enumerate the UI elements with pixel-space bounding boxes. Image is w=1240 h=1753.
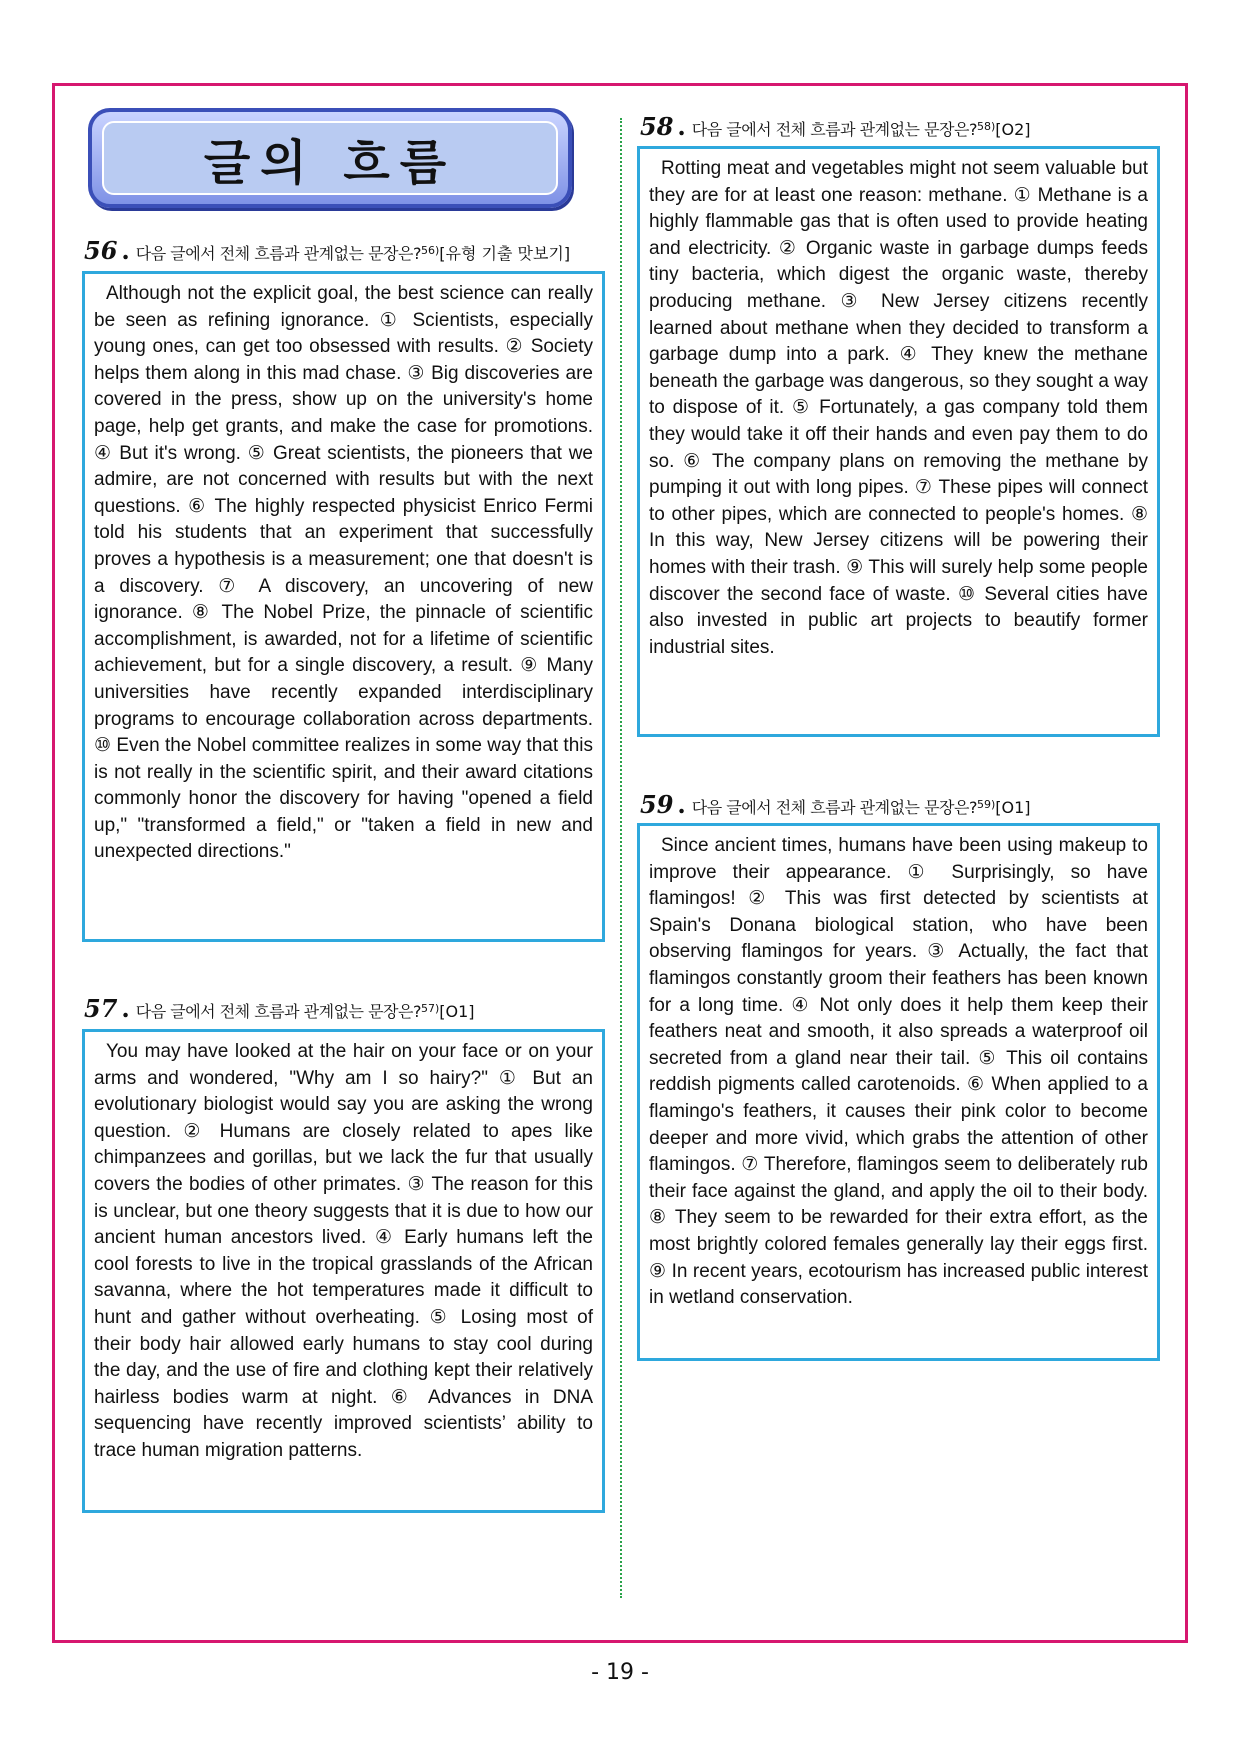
question-tag: [O2] xyxy=(995,120,1031,139)
question-prompt: 다음 글에서 전체 흐름과 관계없는 문장은? xyxy=(135,244,421,263)
question-58-passage: Rotting meat and vegetables might not seem valuable but they are for at least one reason: methane. ① Methane is a highly flammable gas that is often used to provide heating and electricity. ② Organic waste in garbage dumps feeds tiny bacteria, which digest the organic waste, thereby producing methane. ③ New Jersey citizens recently learned about methane when they decided to transform a garbage dump into a park. ④ They knew the methane beneath the garbage was dangerous, so they sought a way to dispose of it. ⑤ Fortunately, a gas company told them they would take it off their hands and even pay them to do so. ⑥ The company plans on removing the methane by pumping it out with long pipes. ⑦ These pipes will connect to other pipes, which are connected to people's homes. ⑧ In this way, New Jersey citizens will be powering their homes with their trash. ⑨ This will surely help some people discover the second face of waste. ⑩ Several cities have also invested in public art projects to beautify former industrial sites. xyxy=(637,146,1160,737)
question-58-heading xyxy=(640,112,1031,141)
section-title-inner xyxy=(102,121,558,195)
question-59-heading xyxy=(640,790,1031,819)
column-divider xyxy=(620,118,622,1598)
question-prompt: 다음 글에서 전체 흐름과 관계없는 문장은? xyxy=(135,1002,421,1021)
question-number-dot: . xyxy=(677,112,686,141)
question-tag: [유형 기출 맛보기] xyxy=(439,244,571,263)
question-ref: 59) xyxy=(976,798,996,811)
question-number-dot: . xyxy=(121,994,130,1023)
question-number: 56 xyxy=(84,236,118,265)
question-prompt: 다음 글에서 전체 흐름과 관계없는 문장은? xyxy=(691,120,977,139)
question-56-passage: Although not the explicit goal, the best science can really be seen as refining ignorance. ① Scientists, especially young ones, can get too obsessed with results. ② Society helps them along in this mad chase. ③ Big discoveries are covered in the press, show up on the university's home page, help get grants, and make the case for promotions. ④ But it's wrong. ⑤ Great scientists, the pioneers that we admire, are not concerned with results but with the next questions. ⑥ The highly respected physicist Enrico Fermi told his students that an experiment that successfully proves a hypothesis is a measurement; one that doesn't is a discovery. ⑦ A discovery, an uncovering of new ignorance. ⑧ The Nobel Prize, the pinnacle of scientific accomplishment, is awarded, not for a lifetime of scientific achievement, but for a single discovery, a result. ⑨ Many universities have recently expanded interdisciplinary programs to encourage collaboration across departments. ⑩ Even the Nobel committee realizes in some way that this is not really in the scientific spirit, and their award citations commonly honor the discovery for having "opened a field up," "transformed a field," or "taken a field in new and unexpected directions." xyxy=(82,271,605,942)
question-56-heading xyxy=(84,236,571,265)
question-57-heading xyxy=(84,994,475,1023)
question-prompt: 다음 글에서 전체 흐름과 관계없는 문장은? xyxy=(691,798,977,817)
question-number-dot: . xyxy=(677,790,686,819)
page-number: - 19 - xyxy=(591,1660,649,1685)
question-57-passage: You may have looked at the hair on your face or on your arms and wondered, "Why am I so hairy?" ① But an evolutionary biologist would say you are asking the wrong question. ② Humans are closely related to apes like chimpanzees and gorillas, but we lack the fur that usually covers the bodies of other primates. ③ The reason for this is unclear, but one theory suggests that it is due to how our ancient human ancestors lived. ④ Early humans left the cool forests to live in the tropical grasslands of the African savanna, where the hot temperatures made it difficult to hunt and gather without overheating. ⑤ Losing most of their body hair allowed early humans to stay cool during the day, and the use of fire and clothing kept their relatively hairless bodies warm at night. ⑥ Advances in DNA sequencing have recently improved scientists’ ability to trace human migration patterns. xyxy=(82,1029,605,1513)
question-tag: [O1] xyxy=(995,798,1031,817)
question-59-passage: Since ancient times, humans have been using makeup to improve their appearance. ① Surprisingly, so have flamingos! ② This was first detected by scientists at Spain's Donana biological station, who have been observing flamingos for years. ③ Actually, the fact that flamingos constantly groom their feathers has been known for a long time. ④ Not only does it help them keep their feathers neat and smooth, it also spreads a waterproof oil secreted from a gland near their tail. ⑤ This oil contains reddish pigments called carotenoids. ⑥ When applied to a flamingo's feathers, it causes their pink color to become deeper and more vivid, which grabs the attention of other flamingos. ⑦ Therefore, flamingos seem to deliberately rub their face against the gland, and apply the oil to their body. ⑧ They seem to be rewarded for their extra effort, as the most brightly colored females generally lay their eggs first. ⑨ In recent years, ecotourism has increased public interest in wetland conservation. xyxy=(637,823,1160,1361)
section-title-banner xyxy=(88,108,572,208)
question-number: 57 xyxy=(84,994,118,1023)
question-ref: 56) xyxy=(420,244,440,257)
question-ref: 58) xyxy=(976,120,996,133)
question-tag: [O1] xyxy=(439,1002,475,1021)
question-number: 58 xyxy=(640,112,674,141)
question-number-dot: . xyxy=(121,236,130,265)
question-number: 59 xyxy=(640,790,674,819)
section-title: 글의 흐름 xyxy=(203,134,457,191)
question-ref: 57) xyxy=(420,1002,440,1015)
